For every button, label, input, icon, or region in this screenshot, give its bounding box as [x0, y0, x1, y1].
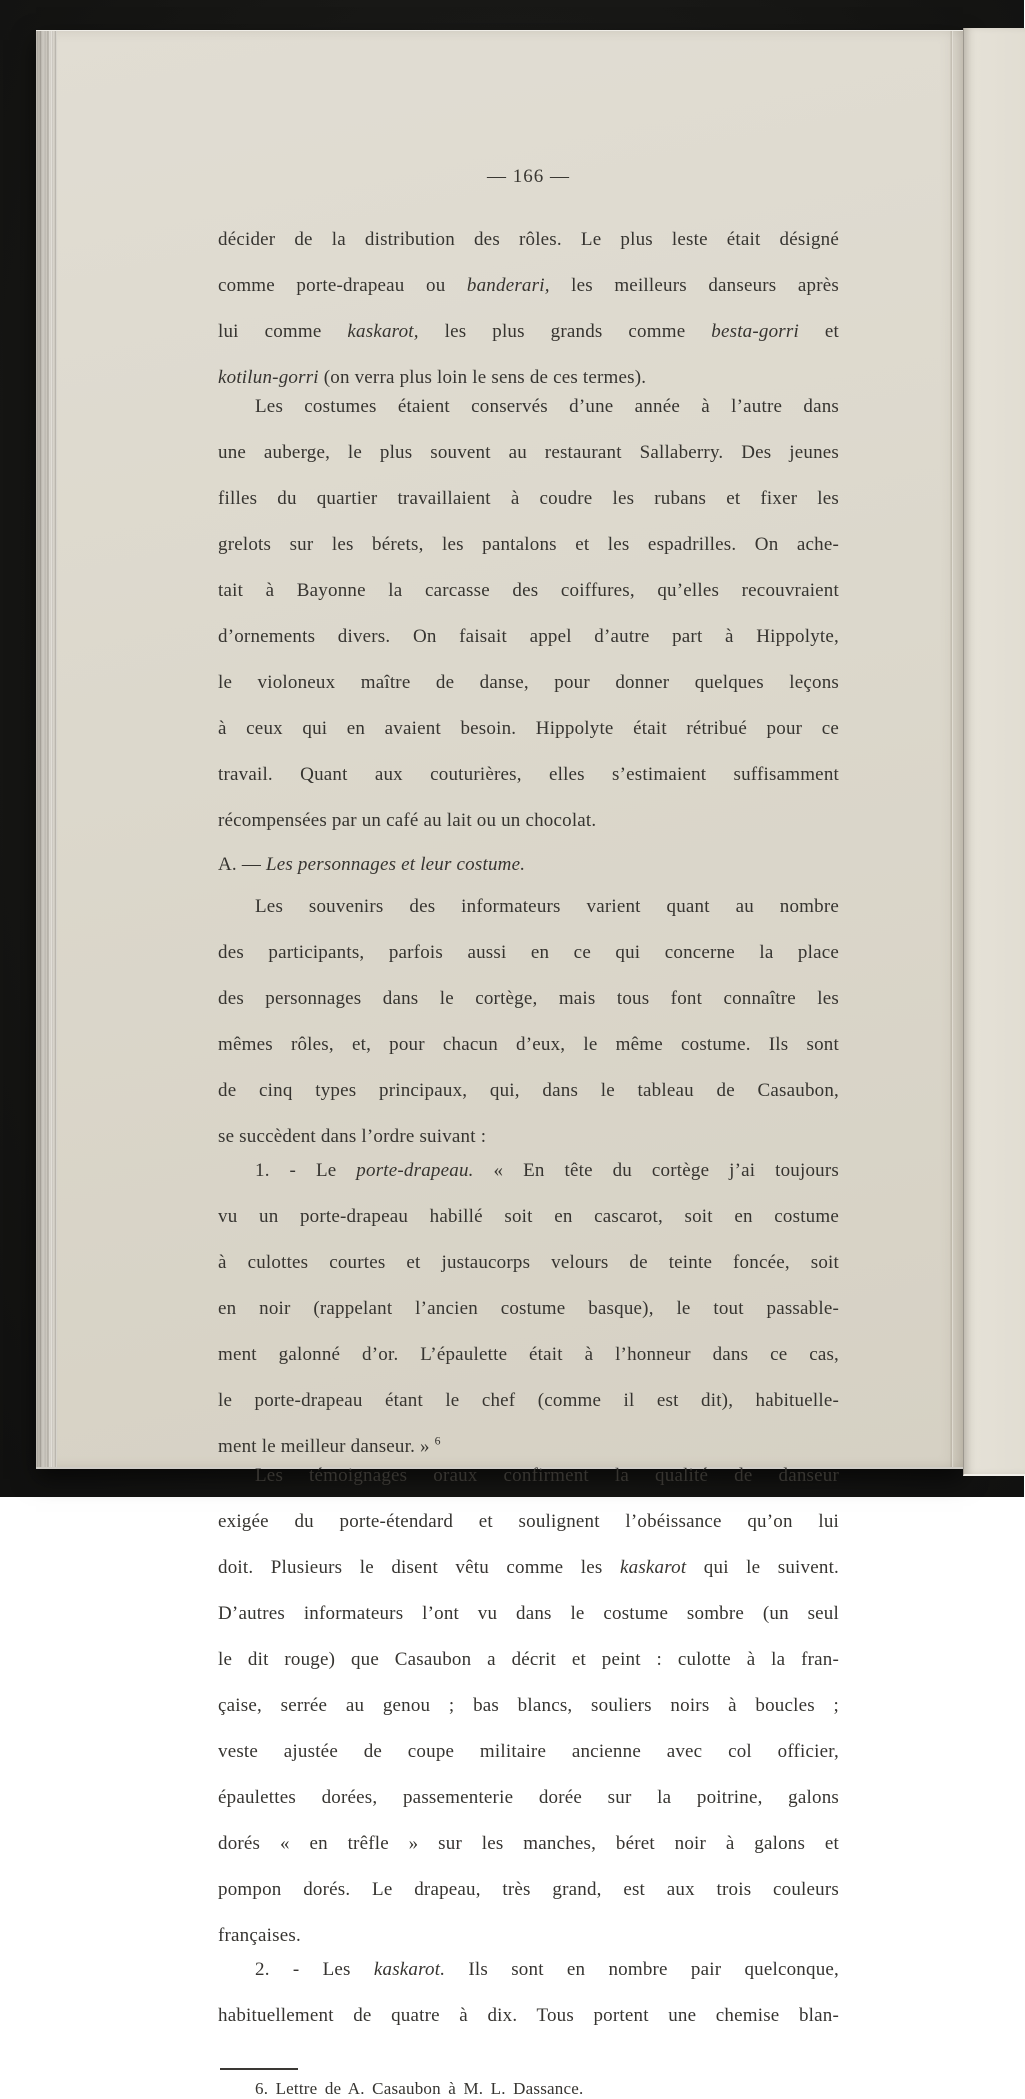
- text-segment: décider de la distribution des rôles. Le plus leste était désigné: [218, 229, 839, 250]
- text-segment: le dit rouge) que Casaubon a décrit et peint : culotte à la fran-: [218, 1649, 839, 1670]
- page-edge-stack: [36, 31, 57, 1467]
- text-line: [218, 1251, 839, 1297]
- text-segment: ment galonné d’or. L’épaulette était à l’honneur dans ce cas,: [218, 1344, 839, 1365]
- text-line: [218, 1510, 839, 1556]
- text-segment: ment le meilleur danseur. »: [218, 1436, 435, 1457]
- text-line: [218, 579, 839, 625]
- text-segment: « En tête du cortège j’ai toujours: [473, 1160, 839, 1181]
- text-segment: récompensées par un café au lait ou un chocolat.: [218, 810, 597, 831]
- footnote-rule: [220, 2068, 298, 2070]
- item-kaskarot: [218, 1958, 839, 2050]
- text-line: [218, 809, 839, 832]
- text-segment: vu un porte-drapeau habillé soit en cascarot, soit en costume: [218, 1206, 839, 1227]
- text-line: [218, 1648, 839, 1694]
- text-line: [218, 1602, 839, 1648]
- temoignages-paragraph: [218, 1464, 839, 1947]
- item-porte-drapeau: [218, 1159, 839, 1458]
- text-line: [218, 1786, 839, 1832]
- text-segment: habituellement de quatre à dix. Tous portent une chemise blan-: [218, 2005, 839, 2026]
- costumes-paragraph: [218, 395, 839, 832]
- text-segment: pompon dorés. Le drapeau, très grand, est aux trois couleurs: [218, 1879, 839, 1900]
- text-segment: et: [798, 321, 839, 342]
- text-segment: le porte-drapeau étant le chef (comme il est dit), habituelle-: [218, 1390, 839, 1411]
- text-line: [218, 533, 839, 579]
- text-segment: A. —: [218, 854, 266, 875]
- text-segment: se succèdent dans l’ordre suivant :: [218, 1126, 487, 1147]
- text-line: [218, 1694, 839, 1740]
- text-blocks: [218, 228, 839, 2050]
- text-line: [218, 395, 839, 441]
- text-segment: exigée du porte-étendard et soulignent l’obéissance qu’on lui: [218, 1511, 839, 1532]
- italic-term: besta-gorri: [711, 321, 799, 342]
- footnote-ref: 6: [434, 1434, 441, 1448]
- text-line: [218, 1125, 839, 1148]
- text-segment: des personnages dans le cortège, mais tous font connaître les: [218, 988, 839, 1009]
- text-segment: à culottes courtes et justaucorps velours de teinte foncée, soit: [218, 1252, 839, 1273]
- text-line: [218, 1033, 839, 1079]
- text-segment: à ceux qui en avaient besoin. Hippolyte était rétribué pour ce: [218, 718, 839, 739]
- text-segment: les meilleurs danseurs après: [549, 275, 839, 296]
- italic-term: Les personnages et leur costume.: [265, 854, 526, 875]
- text-line: [218, 487, 839, 533]
- text-segment: çaise, serrée au genou ; bas blancs, souliers noirs à boucles ;: [218, 1695, 839, 1716]
- text-line: [218, 941, 839, 987]
- text-segment: tait à Bayonne la carcasse des coiffures, qu’elles recouvraient: [218, 580, 839, 601]
- text-segment: filles du quartier travaillaient à coudre les rubans et fixer les: [218, 488, 839, 509]
- page-number: — 166 —: [487, 166, 570, 187]
- text-segment: des participants, parfois aussi en ce qui concerne la place: [218, 942, 839, 963]
- text-segment: grelots sur les bérets, les pantalons et les espadrilles. On ache-: [218, 534, 839, 555]
- text-line: [218, 763, 839, 809]
- text-segment: dorés « en trêfle » sur les manches, béret noir à galons et: [218, 1833, 839, 1854]
- text-line: [218, 1343, 839, 1389]
- italic-term: kaskarot.: [373, 1959, 446, 1980]
- text-segment: en noir (rappelant l’ancien costume basque), le tout passable-: [218, 1298, 839, 1319]
- text-line: [218, 1958, 839, 2004]
- italic-term: banderari,: [466, 275, 550, 296]
- text-line: [218, 1740, 839, 1786]
- text-segment: doit. Plusieurs le disent vêtu comme les: [218, 1557, 620, 1578]
- text-segment: qui le suivent.: [686, 1557, 839, 1578]
- text-line: [218, 320, 839, 366]
- text-segment: le violoneux maître de danse, pour donner quelques leçons: [218, 672, 839, 693]
- text-line: [218, 1878, 839, 1924]
- text-line: [218, 441, 839, 487]
- text-line: [218, 1079, 839, 1125]
- text-line: [218, 1832, 839, 1878]
- text-segment: de cinq types principaux, qui, dans le tableau de Casaubon,: [218, 1080, 839, 1101]
- text-line: [218, 895, 839, 941]
- text-segment: les plus grands comme: [418, 321, 712, 342]
- text-segment: comme porte-drapeau ou: [218, 275, 467, 296]
- text-line: [218, 228, 839, 274]
- text-line: [218, 1389, 839, 1435]
- text-line: [218, 987, 839, 1033]
- text-segment: Les témoignages oraux confirment la qualité de danseur: [255, 1465, 839, 1486]
- italic-term: kaskarot,: [347, 321, 419, 342]
- opening-paragraph: [218, 228, 839, 389]
- text-segment: Les costumes étaient conservés d’une année à l’autre dans: [255, 396, 839, 417]
- text-line: [218, 1435, 839, 1458]
- text-segment: françaises.: [218, 1925, 301, 1946]
- italic-term: porte-drapeau.: [356, 1160, 474, 1181]
- text-line: [218, 366, 839, 389]
- text-line: [218, 1205, 839, 1251]
- text-line: [218, 274, 839, 320]
- text-line: [218, 1159, 839, 1205]
- facing-page-edge: [963, 28, 1025, 1476]
- text-line: [218, 853, 839, 876]
- text-segment: (on verra plus loin le sens de ces termes).: [318, 367, 647, 388]
- text-segment: mêmes rôles, et, pour chacun d’eux, le même costume. Ils sont: [218, 1034, 839, 1055]
- text-line: [218, 1464, 839, 1510]
- text-line: [218, 671, 839, 717]
- text-segment: lui comme: [218, 321, 348, 342]
- text-segment: D’autres informateurs l’ont vu dans le costume sombre (un seul: [218, 1603, 839, 1624]
- page-body: [218, 228, 839, 2099]
- text-segment: travail. Quant aux couturières, elles s’estimaient suffisamment: [218, 764, 839, 785]
- footnote-area: [218, 2068, 839, 2099]
- text-line: [218, 625, 839, 671]
- italic-term: kaskarot: [620, 1557, 687, 1578]
- text-segment: Les souvenirs des informateurs varient quant au nombre: [255, 896, 839, 917]
- text-line: [218, 1556, 839, 1602]
- text-segment: 2. - Les: [255, 1959, 374, 1980]
- informateurs-paragraph: [218, 895, 839, 1148]
- italic-term: kotilun-gorri: [218, 367, 319, 388]
- text-line: [218, 2004, 839, 2050]
- page-crease: [950, 31, 954, 1467]
- book-page: [36, 30, 963, 2098]
- text-segment: Ils sont en nombre pair quelconque,: [445, 1959, 839, 1980]
- text-segment: une auberge, le plus souvent au restaurant Sallaberry. Des jeunes: [218, 442, 839, 463]
- text-line: [218, 1924, 839, 1947]
- text-segment: veste ajustée de coupe militaire ancienne avec col officier,: [218, 1741, 839, 1762]
- text-segment: épaulettes dorées, passementerie dorée sur la poitrine, galons: [218, 1787, 839, 1808]
- footnote-text: 6. Lettre de A. Casaubon à M. L. Dassance.: [255, 2079, 584, 2098]
- text-line: [218, 1297, 839, 1343]
- section-heading: [218, 853, 839, 876]
- text-line: [218, 717, 839, 763]
- text-segment: d’ornements divers. On faisait appel d’autre part à Hippolyte,: [218, 626, 839, 647]
- text-segment: 1. - Le: [255, 1160, 357, 1181]
